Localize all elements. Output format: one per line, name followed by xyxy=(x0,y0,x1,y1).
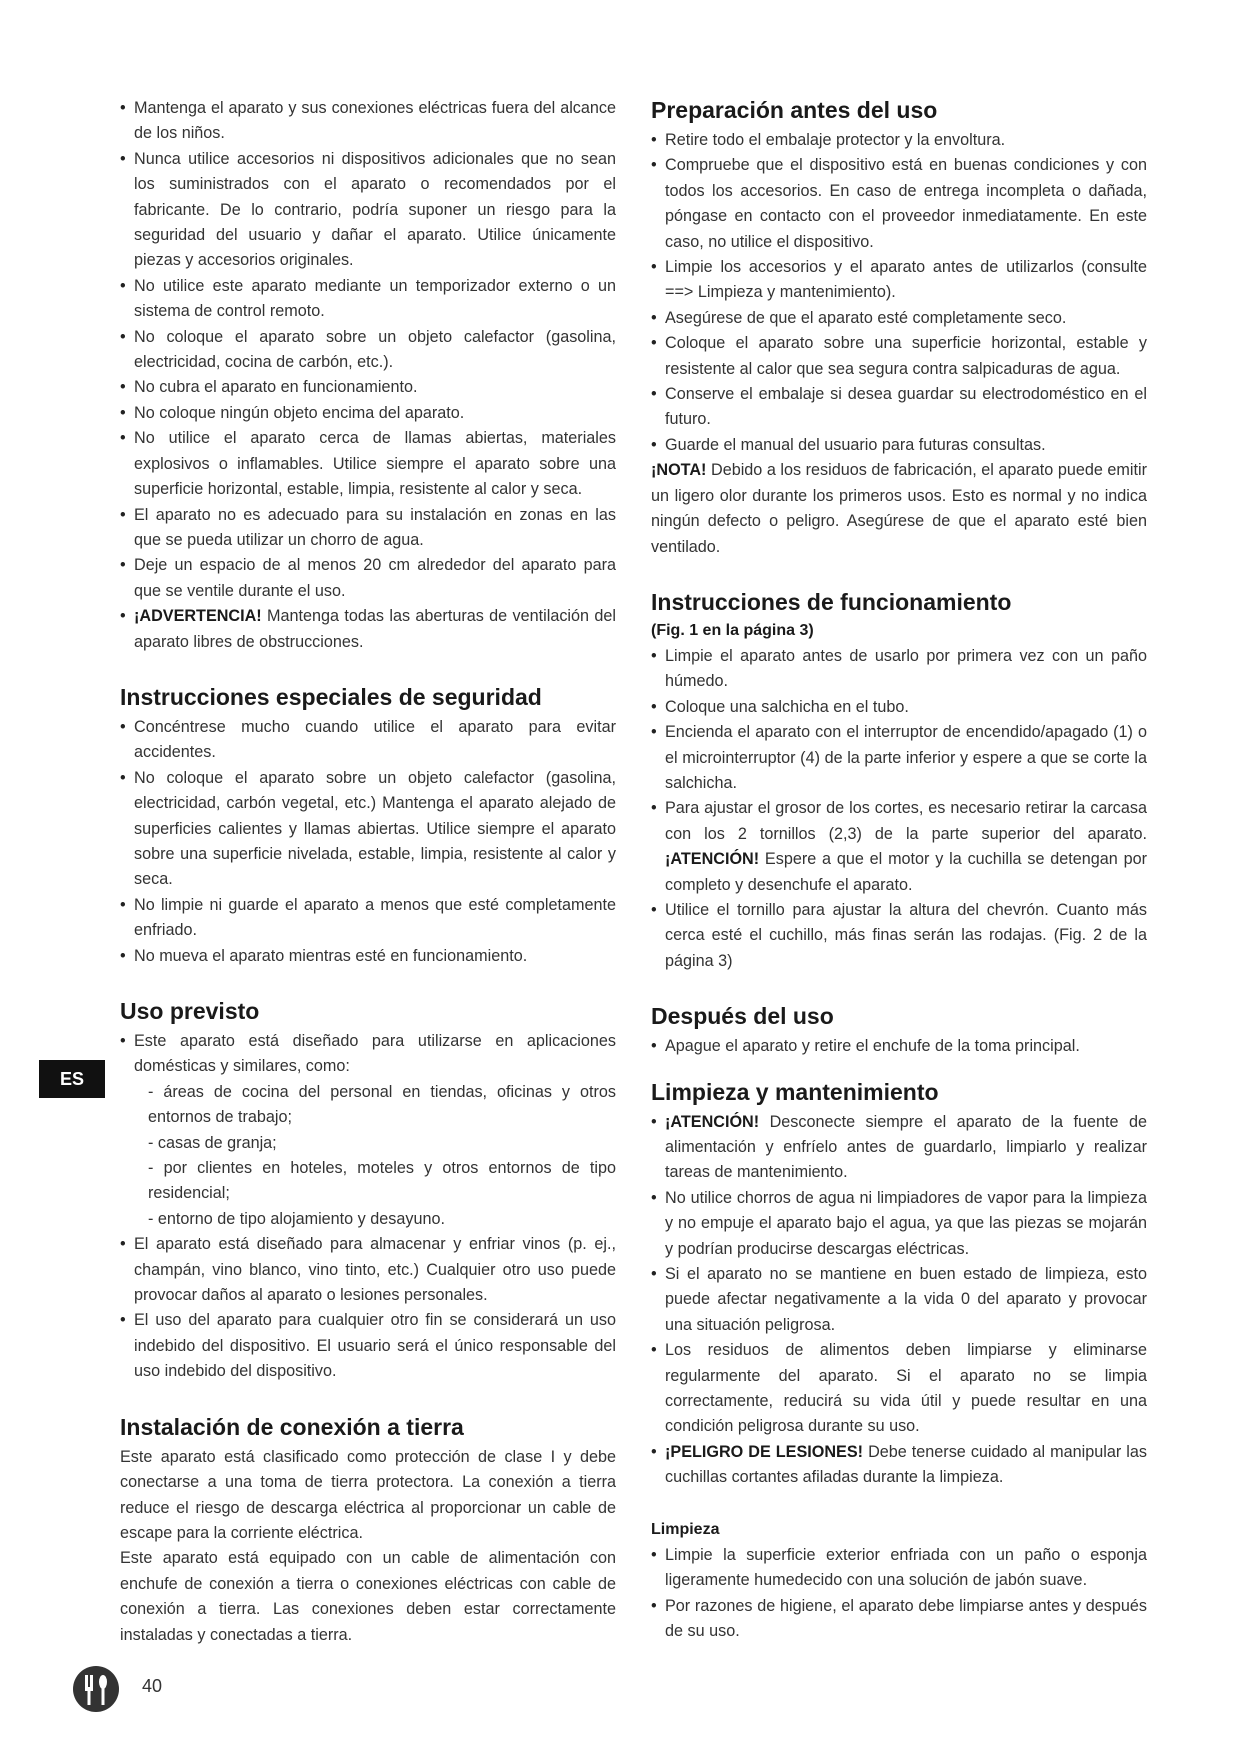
warning-text: Mantenga todas las aberturas de ventilación del aparato libres de obstrucciones. xyxy=(134,607,616,651)
list-item: • Este aparato está diseñado para utilizarse en aplicaciones domésticas y similares, como: xyxy=(120,1029,616,1080)
note-paragraph xyxy=(651,458,1147,560)
operation-heading: Instrucciones de funcionamiento xyxy=(651,588,1012,615)
list-item: • Asegúrese de que el aparato esté completamente seco. xyxy=(651,306,1147,331)
cleaning-heading: Limpieza y mantenimiento xyxy=(651,1078,939,1105)
left-column xyxy=(120,96,616,1648)
list-item: • Retire todo el embalaje protector y la envoltura. xyxy=(651,128,1147,153)
note-text: Debido a los residuos de fabricación, el aparato puede emitir un ligero olor durante los primeros usos. Esto es normal y no indica ningún defecto o peligro. Asegúrese de que el aparato esté bien ventilado. xyxy=(651,461,1147,556)
list-item: • El uso del aparato para cualquier otro fin se considerará un uso indebido del dispositivo. El usuario será el único responsable del uso indebido del dispositivo. xyxy=(120,1308,616,1384)
dash-item: - por clientes en hoteles, moteles y otros entornos de tipo residencial; xyxy=(120,1156,616,1207)
special-safety-heading: Instrucciones especiales de seguridad xyxy=(120,683,542,710)
limpieza-list xyxy=(651,1543,1147,1645)
list-item: • Compruebe que el dispositivo está en buenas condiciones y con todos los accesorios. En caso de entrega incompleta o dañada, póngase en contacto con el proveedor inmediatamente. En este caso, no utilice el dispositivo. xyxy=(651,153,1147,255)
list-item: • No utilice este aparato mediante un temporizador externo o un sistema de control remoto. xyxy=(120,274,616,325)
list-item: • No coloque el aparato sobre un objeto calefactor (gasolina, electricidad, cocina de carbón, etc.). xyxy=(120,325,616,376)
special-safety-list xyxy=(120,715,616,969)
preparation-heading: Preparación antes del uso xyxy=(651,97,938,123)
list-item: • El aparato está diseñado para almacenar y enfriar vinos (p. ej., champán, vino blanco, vino tinto, etc.) Cualquier otro uso puede provocar daños al aparato o lesiones personales. xyxy=(120,1232,616,1308)
after-use-heading: Después del uso xyxy=(651,1003,834,1030)
ops-tail: Espere a que el motor y la cuchilla se detengan por completo y desenchufe el aparato. xyxy=(665,850,1147,894)
list-item: • Guarde el manual del usuario para futuras consultas. xyxy=(651,433,1147,458)
ops-text: Para ajustar el grosor de los cortes, es necesario retirar la carcasa con los 2 tornillos (2,3) de la parte superior del aparato. xyxy=(665,799,1147,843)
cleaning-text: Desconecte siempre el aparato de la fuente de alimentación y enfríelo antes de guardarlo, limpiarlo y realizar tareas de mantenimiento. xyxy=(665,1112,1147,1182)
grounding-paragraph-2: Este aparato está equipado con un cable de alimentación con enchufe de conexión a tierra o conexiones eléctricas con cable de conexión a tierra. Las conexiones deben estar correctamente instaladas y conectadas a tierra. xyxy=(120,1549,616,1644)
after-use-list xyxy=(651,1034,1147,1059)
safety-list xyxy=(120,96,616,655)
list-item: • No coloque ningún objeto encima del aparato. xyxy=(120,401,616,426)
list-item: • Nunca utilice accesorios ni dispositivos adicionales que no sean los suministrados con el aparato o recomendados por el fabricante. De lo contrario, podría suponer un riesgo para la seguridad del usuario y dañar el aparato. Utilice únicamente piezas y accesorios originales. xyxy=(120,147,616,274)
list-item: • Coloque una salchicha en el tubo. xyxy=(651,695,1147,720)
intended-use-list-2 xyxy=(120,1232,616,1384)
grounding-paragraph: Este aparato está clasificado como protección de clase I y debe conectarse a una toma de tierra protectora. La conexión a tierra reduce el riesgo de descarga eléctrica al proporcionar un cable de escape para la corriente eléctrica. xyxy=(120,1447,616,1542)
warning-label: ¡ADVERTENCIA! xyxy=(134,607,262,626)
intended-use-list xyxy=(120,1029,616,1080)
list-item: • Coloque el aparato sobre una superficie horizontal, estable y resistente al calor que sea segura contra salpicaduras de agua. xyxy=(651,331,1147,382)
list-item xyxy=(651,796,1147,898)
right-column xyxy=(651,96,1147,1644)
list-item: • El aparato no es adecuado para su instalación en zonas en las que se pueda utilizar un chorro de agua. xyxy=(120,503,616,554)
list-item: • Limpie los accesorios y el aparato antes de utilizarlos (consulte ==> Limpieza y mantenimiento). xyxy=(651,255,1147,306)
list-item: • Encienda el aparato con el interruptor de encendido/apagado (1) o el microinterruptor (4) de la parte inferior y espere a que se corte la salchicha. xyxy=(651,720,1147,796)
list-item: • Concéntrese mucho cuando utilice el aparato para evitar accidentes. xyxy=(120,715,616,766)
list-item: • Conserve el embalaje si desea guardar su electrodoméstico en el futuro. xyxy=(651,382,1147,433)
list-item: • Limpie el aparato antes de usarlo por primera vez con un paño húmedo. xyxy=(651,644,1147,695)
list-item: • Utilice el tornillo para ajustar la altura del chevrón. Cuanto más cerca esté el cuchillo, más finas serán las rodajas. (Fig. 2 de la página 3) xyxy=(651,898,1147,974)
warning-item xyxy=(120,604,616,655)
list-item: • Mantenga el aparato y sus conexiones eléctricas fuera del alcance de los niños. xyxy=(120,96,616,147)
danger-text: Debe tenerse cuidado al manipular las cuchillas cortantes afiladas durante la limpieza. xyxy=(665,1442,1147,1487)
list-item: • No utilice chorros de agua ni limpiadores de vapor para la limpieza y no empuje el aparato bajo el agua, ya que las piezas se mojarán y podrían producirse descargas eléctricas. xyxy=(651,1186,1147,1262)
list-item: • Si el aparato no se mantiene en buen estado de limpieza, esto puede afectar negativamente a la vida 0 del aparato y provocar una situación peligrosa. xyxy=(651,1262,1147,1338)
cutlery-icon xyxy=(72,1665,120,1713)
list-item: • No limpie ni guarde el aparato a menos que esté completamente enfriado. xyxy=(120,893,616,944)
preparation-list xyxy=(651,128,1147,458)
operation-figure-ref: (Fig. 1 en la página 3) xyxy=(651,621,814,639)
page-number: 40 xyxy=(142,1676,163,1696)
list-item: • No mueva el aparato mientras esté en funcionamiento. xyxy=(120,944,616,969)
limpieza-subheading: Limpieza xyxy=(651,1520,720,1538)
attention-label: ¡ATENCIÓN! xyxy=(665,1112,760,1131)
list-item: • Apague el aparato y retire el enchufe de la toma principal. xyxy=(651,1034,1147,1059)
dash-item: - áreas de cocina del personal en tiendas, oficinas y otros entornos de trabajo; xyxy=(120,1080,616,1131)
attention-label: ¡ATENCIÓN! xyxy=(665,850,760,869)
list-item: • No coloque el aparato sobre un objeto calefactor (gasolina, electricidad, carbón vegetal, etc.) Mantenga el aparato alejado de superficies calientes y llamas abiertas. Utilice siempre el aparato sobre una superficie nivelada, estable, limpia, resistente al calor y seca. xyxy=(120,766,616,893)
list-item: • Los residuos de alimentos deben limpiarse y eliminarse regularmente del aparato. Si el aparato no se limpia correctamente, reducirá su vida útil y puede resultar en una condición peligrosa durante su uso. xyxy=(651,1338,1147,1440)
list-item: • Deje un espacio de al menos 20 cm alrededor del aparato para que se ventile durante el uso. xyxy=(120,553,616,604)
intended-use-heading: Uso previsto xyxy=(120,998,260,1024)
list-item: • Por razones de higiene, el aparato debe limpiarse antes y después de su uso. xyxy=(651,1594,1147,1645)
list-item: • No utilice el aparato cerca de llamas abiertas, materiales explosivos o inflamables. Utilice siempre el aparato sobre una superficie horizontal, estable, limpia, resistente al calor y seca. xyxy=(120,426,616,502)
language-tab: ES xyxy=(39,1060,105,1098)
note-label: ¡NOTA! xyxy=(651,461,707,480)
list-item: • Limpie la superficie exterior enfriada con un paño o esponja ligeramente humedecido con una solución de jabón suave. xyxy=(651,1543,1147,1594)
danger-label: ¡PELIGRO DE LESIONES! xyxy=(665,1442,864,1461)
list-item xyxy=(651,1440,1147,1491)
operation-list xyxy=(651,644,1147,974)
dash-item: - casas de granja; xyxy=(120,1131,616,1156)
list-item: • No cubra el aparato en funcionamiento. xyxy=(120,375,616,400)
dash-item: - entorno de tipo alojamiento y desayuno. xyxy=(120,1207,616,1232)
grounding-heading: Instalación de conexión a tierra xyxy=(120,1413,464,1440)
cleaning-list xyxy=(651,1110,1147,1491)
list-item xyxy=(651,1110,1147,1186)
